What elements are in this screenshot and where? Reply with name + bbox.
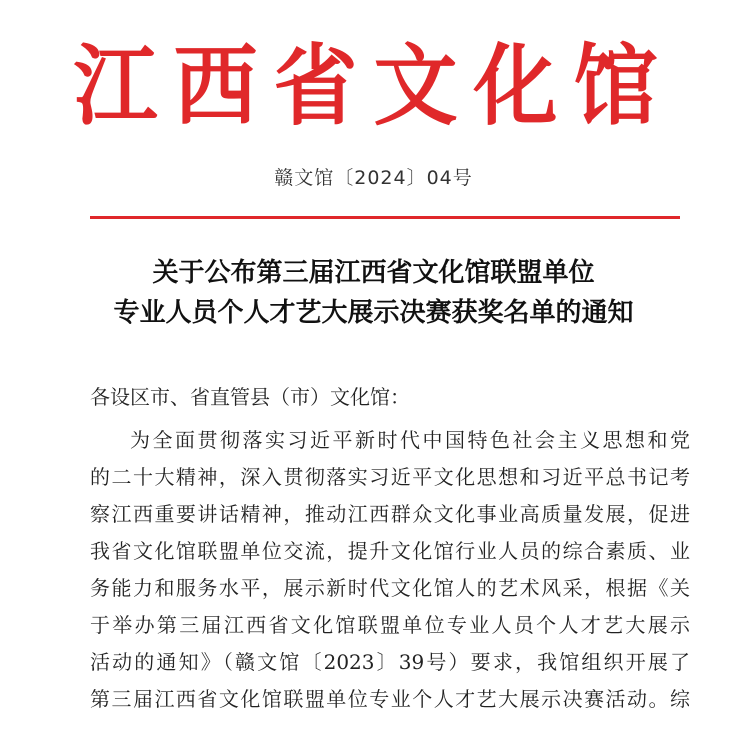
masthead-org-name: 江西省文化馆 [73, 33, 674, 138]
body-line: 我省文化馆联盟单位交流，提升文化馆行业人员的综合素质、业 [90, 539, 690, 563]
body-line: 为全面贯彻落实习近平新时代中国特色社会主义思想和党 [130, 428, 690, 452]
body-line: 活动的通知》（赣文馆〔2023〕39号）要求，我馆组织开展了 [90, 650, 690, 674]
title-line-1: 关于公布第三届江西省文化馆联盟单位 [152, 258, 595, 288]
red-divider-line [90, 216, 680, 219]
body-line: 察江西重要讲话精神，推动江西群众文化事业高质量发展，促进 [90, 502, 690, 526]
title-line-2: 专业人员个人才艺大展示决赛获奖名单的通知 [113, 298, 634, 328]
document-number: 赣文馆〔2024〕04号 [274, 167, 473, 189]
body-line: 的二十大精神，深入贯彻落实习近平文化思想和习近平总书记考 [90, 465, 690, 489]
body-paragraph [90, 425, 690, 721]
body-line: 务能力和服务水平，展示新时代文化馆人的艺术风采，根据《关 [90, 576, 690, 600]
body-line: 第三届江西省文化馆联盟单位专业个人才艺大展示决赛活动。综 [90, 687, 690, 711]
salutation: 各设区市、省直管县（市）文化馆： [90, 385, 410, 409]
document-title [0, 253, 747, 333]
body-line: 于举办第三届江西省文化馆联盟单位专业人员个人才艺大展示 [90, 613, 690, 637]
